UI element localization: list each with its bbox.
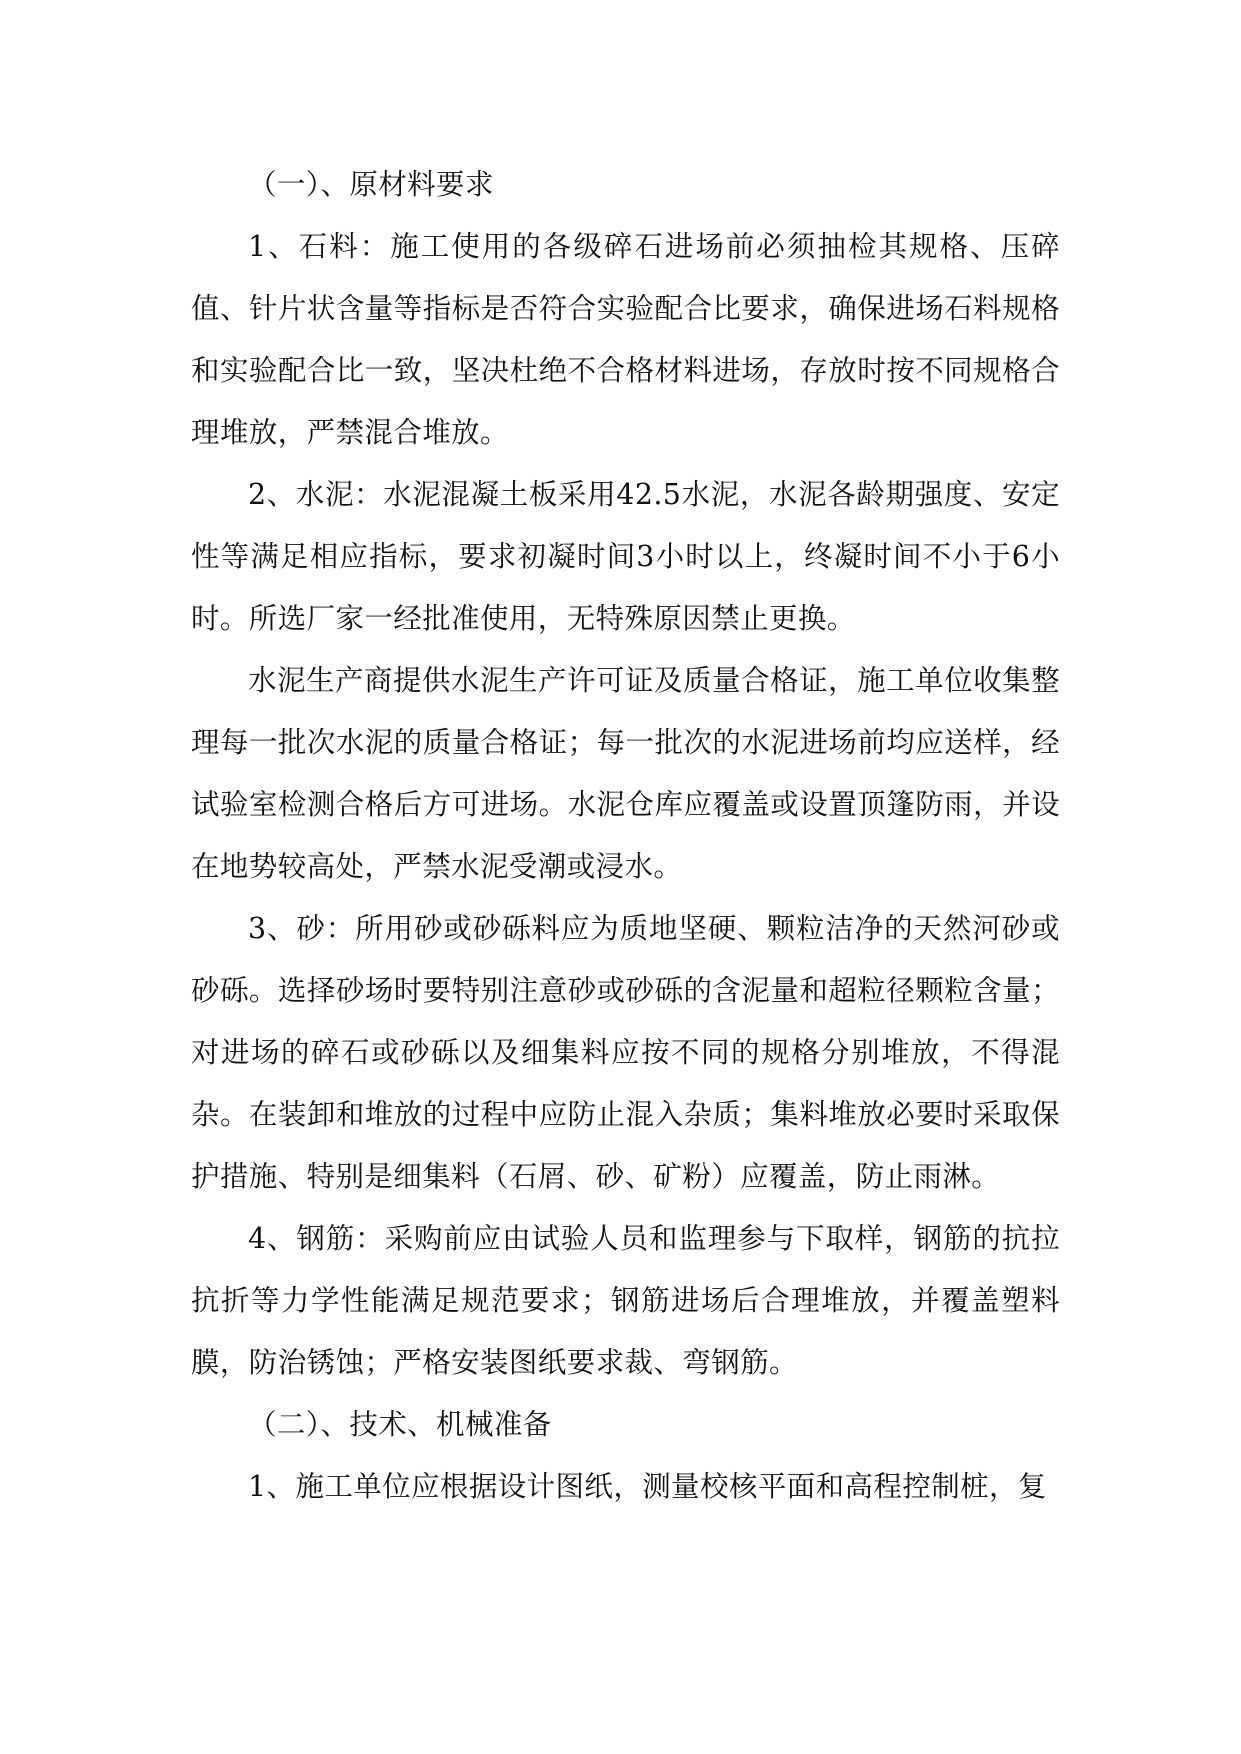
paragraph-cement: 2、水泥：水泥混凝土板采用42.5水泥，水泥各龄期强度、安定性等满足相应指标，要求初凝时间3小时以上，终凝时间不小于6小时。所选厂家一经批准使用，无特殊原因禁止更换。	[191, 478, 1060, 635]
paragraph-survey: 1、施工单位应根据设计图纸，测量校核平面和高程控制桩，复	[248, 1470, 1047, 1503]
paragraph-sand: 3、砂：所用砂或砂砾料应为质地坚硬、颗粒洁净的天然河砂或砂砾。选择砂场时要特别注意砂或砂砾的含泥量和超粒径颗粒含量；对进场的碎石或砂砾以及细集料应按不同的规格分别堆放，不得混杂。在装卸和堆放的过程中应防止混入杂质；集料堆放必要时采取保护措施、特别是细集料（石屑、砂、矿粉）应覆盖，防止雨淋。	[191, 912, 1060, 1193]
document-body	[191, 154, 1060, 1518]
paragraph-steel: 4、钢筋：采购前应由试验人员和监理参与下取样，钢筋的抗拉抗折等力学性能满足规范要求；钢筋进场后合理堆放，并覆盖塑料膜，防治锈蚀；严格安装图纸要求裁、弯钢筋。	[191, 1222, 1060, 1379]
paragraph-cement-certificate: 水泥生产商提供水泥生产许可证及质量合格证，施工单位收集整理每一批次水泥的质量合格证；每一批次的水泥进场前均应送样，经试验室检测合格后方可进场。水泥仓库应覆盖或设置顶篷防雨，并设在地势较高处，严禁水泥受潮或浸水。	[191, 664, 1060, 883]
section-heading-raw-materials: （一）、原材料要求	[248, 168, 494, 201]
paragraph-stone: 1、石料：施工使用的各级碎石进场前必须抽检其规格、压碎值、针片状含量等指标是否符合实验配合比要求，确保进场石料规格和实验配合比一致，坚决杜绝不合格材料进场，存放时按不同规格合理堆放，严禁混合堆放。	[191, 230, 1060, 449]
section-heading-technical-preparation: （二）、技术、机械准备	[248, 1408, 552, 1441]
